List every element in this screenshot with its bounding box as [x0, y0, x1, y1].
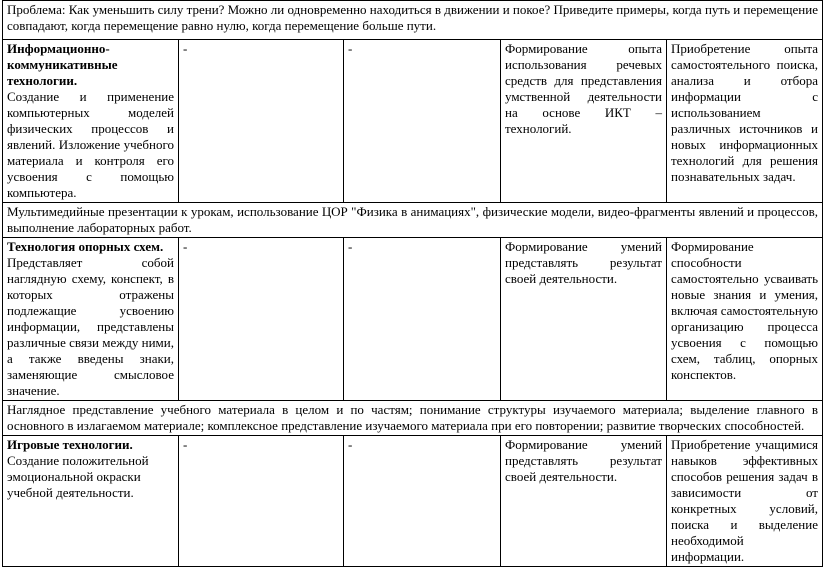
span-row: [3, 401, 823, 436]
span-text-1: Мультимедийные презентации к урокам, использование ЦОР "Физика в анимациях", физические модели, видео-фрагменты явлений и процессов, выполнение лабораторных работ.: [3, 203, 823, 238]
technology-description: Представляет собой наглядную схему, конспект, в которых отражены подлежащие усвоению информации, представлены различные связи между ними, а также введены знаки, заменяющие смысловое значение.: [7, 255, 174, 398]
cell-col3: -: [344, 436, 501, 567]
cell-col5: Приобретение опыта самостоятельного поиска, анализа и отбора информации с использованием различных источников и новых информационных технологий для решения познавательных задач.: [667, 40, 823, 203]
cell-col2: -: [179, 238, 344, 401]
technology-description: Создание и применение компьютерных моделей физических процессов и явлений. Изложение учебного материала и контроля его усвоения с помощью компьютера.: [7, 89, 174, 200]
lesson-table: [2, 0, 823, 567]
problem-row: [3, 1, 823, 40]
cell-col3: -: [344, 238, 501, 401]
technology-title: Игровые технологии.: [7, 437, 133, 452]
cell-col2: -: [179, 436, 344, 567]
technology-cell: [3, 436, 179, 567]
table-row: [3, 436, 823, 567]
cell-col4: Формирование умений представлять результат своей деятельности.: [501, 436, 667, 567]
problem-text: Проблема: Как уменьшить силу трени? Можно ли одновременно находиться в движении и покое? Приведите примеры, когда путь и перемещение совпадают, когда перемещение равно нулю, когда перемещение больше пути.: [3, 1, 823, 40]
technology-title: Технология опорных схем.: [7, 239, 164, 254]
cell-col5: Формирование способности самостоятельно усваивать новые знания и умения, включая самостоятельную организацию процесса усвоения с помощью схем, таблиц, опорных конспектов.: [667, 238, 823, 401]
technology-cell: [3, 40, 179, 203]
technology-cell: [3, 238, 179, 401]
span-text-2: Наглядное представление учебного материала в целом и по частям; понимание структуры изучаемого материала; выделение главного в основного в излагаемом материале; комплексное представление изучаемого материала при его повторении; развитие творческих способностей.: [3, 401, 823, 436]
technology-title: Информационно-коммуникативные технологии.: [7, 41, 118, 88]
span-row: [3, 203, 823, 238]
table-row: [3, 40, 823, 203]
cell-col4: Формирование умений представлять результат своей деятельности.: [501, 238, 667, 401]
cell-col5: Приобретение учащимися навыков эффективных способов решения задач в зависимости от конкретных условий, поиска и выделение необходимой информации.: [667, 436, 823, 567]
cell-col2: -: [179, 40, 344, 203]
cell-col4: Формирование опыта использования речевых средств для представления умственной деятельности на основе ИКТ – технологий.: [501, 40, 667, 203]
technology-description: Создание положительной эмоциональной окраски учебной деятельности.: [7, 453, 149, 500]
cell-col3: -: [344, 40, 501, 203]
table-row: [3, 238, 823, 401]
